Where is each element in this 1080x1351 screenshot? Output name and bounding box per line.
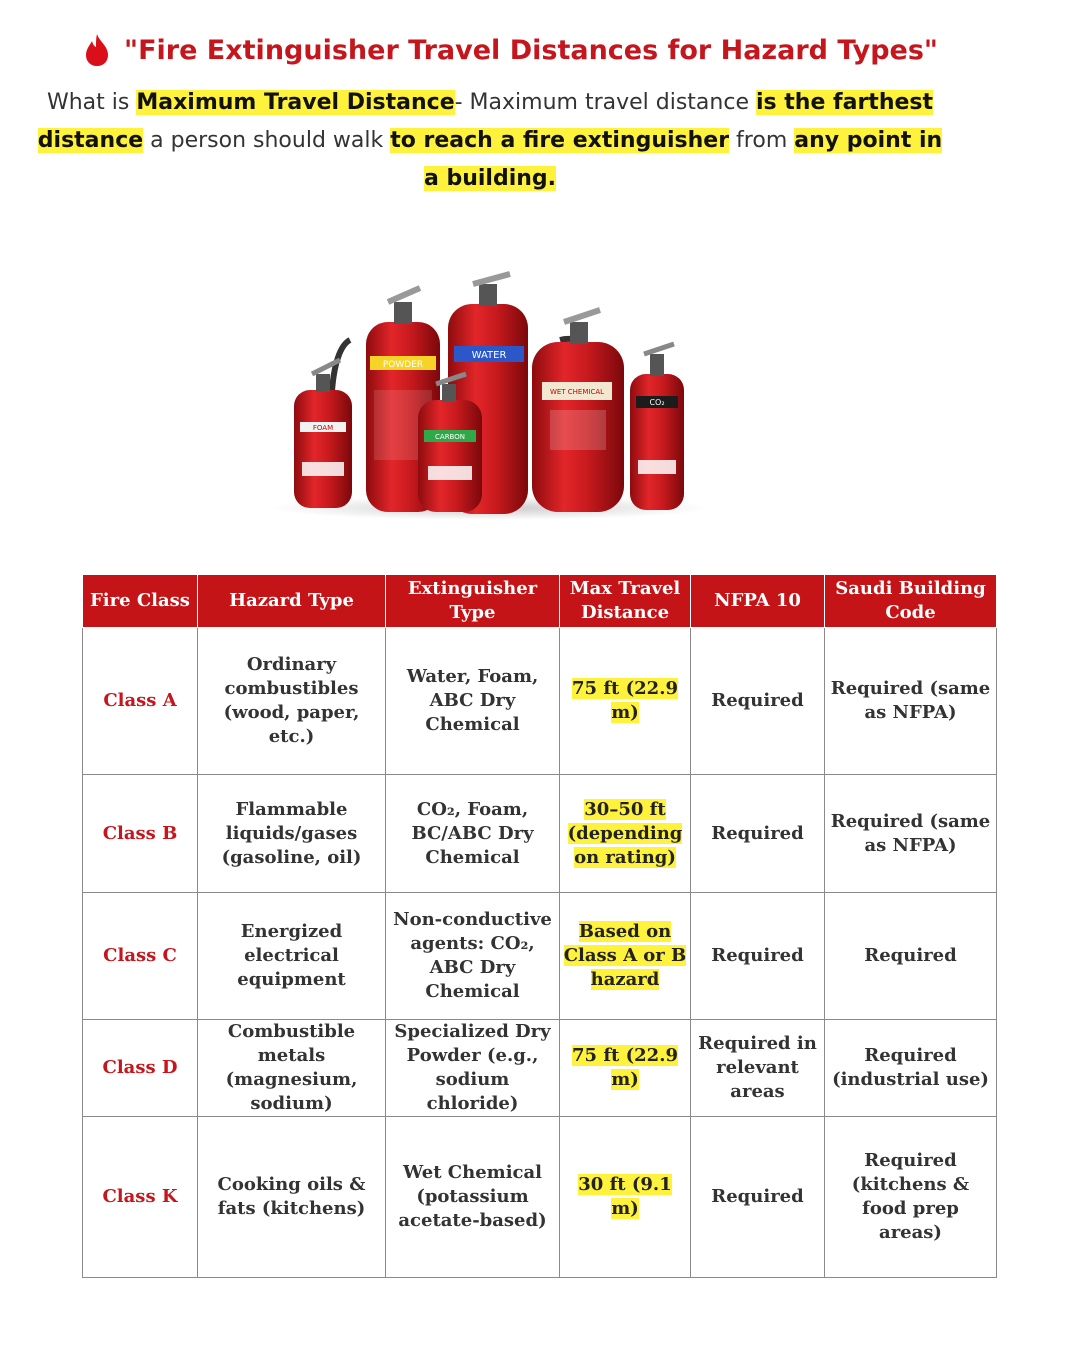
saudi-code-cell: Required (kitchens & food prep areas)	[825, 1117, 997, 1278]
nfpa-cell: Required in relevant areas	[691, 1020, 825, 1117]
extinguisher-type-cell: Water, Foam, ABC Dry Chemical	[386, 628, 560, 775]
table-row	[83, 775, 997, 893]
header-hazard-type: Hazard Type	[198, 575, 386, 628]
saudi-code-cell: Required (same as NFPA)	[825, 628, 997, 775]
fire-class-cell: Class C	[83, 893, 198, 1020]
saudi-code-cell: Required (same as NFPA)	[825, 775, 997, 893]
hazard-type-cell: Ordinary combustibles (wood, paper, etc.)	[198, 628, 386, 775]
intro-highlight: any point in a building.	[423, 128, 943, 191]
nfpa-cell: Required	[691, 893, 825, 1020]
intro-highlight: Maximum Travel Distance	[136, 90, 455, 115]
foam-label: FOAM	[312, 424, 334, 432]
table-row	[83, 1020, 997, 1117]
powder-label: POWDER	[382, 360, 424, 370]
header-saudi-building-code: Saudi Building Code	[825, 575, 997, 628]
intro-paragraph	[30, 84, 950, 198]
fire-icon	[84, 33, 110, 67]
wet-chemical-label: WET CHEMICAL	[549, 388, 605, 396]
hazard-type-cell: Flammable liquids/gases (gasoline, oil)	[198, 775, 386, 893]
extinguisher-type-cell: CO₂, Foam, BC/ABC Dry Chemical	[386, 775, 560, 893]
water-label: WATER	[471, 350, 507, 361]
header-fire-class: Fire Class	[83, 575, 198, 628]
fire-extinguishers-photo	[270, 270, 710, 520]
intro-text: from	[729, 128, 795, 153]
max-distance-value: 30–50 ft (depending on rating)	[567, 798, 683, 868]
header-extinguisher-type: Extinguisher Type	[386, 575, 560, 628]
max-distance-cell	[560, 628, 691, 775]
max-distance-value: 75 ft (22.9 m)	[572, 1045, 678, 1090]
page-title	[84, 26, 1044, 74]
max-distance-cell	[560, 893, 691, 1020]
header-max-travel-distance: Max Travel Distance	[560, 575, 691, 628]
max-distance-value: 30 ft (9.1 m)	[578, 1174, 672, 1219]
table-header-row	[83, 575, 997, 628]
extinguisher-type-cell: Wet Chemical (potassium acetate-based)	[386, 1117, 560, 1278]
fire-class-cell: Class B	[83, 775, 198, 893]
header-nfpa-10: NFPA 10	[691, 575, 825, 628]
table-row	[83, 628, 997, 775]
max-distance-value: 75 ft (22.9 m)	[572, 678, 678, 723]
carbon-label: CARBON	[435, 433, 465, 441]
intro-highlight: is the farthest distance	[37, 90, 934, 153]
title-text: "Fire Extinguisher Travel Distances for Hazard Types"	[124, 34, 938, 66]
intro-text: a person should walk	[143, 128, 391, 153]
max-distance-value: Based on Class A or B hazard	[563, 921, 687, 990]
hazard-type-cell: Cooking oils & fats (kitchens)	[198, 1117, 386, 1278]
saudi-code-cell: Required	[825, 893, 997, 1020]
max-distance-cell	[560, 1117, 691, 1278]
wet-chemical-extinguisher	[532, 310, 624, 512]
fire-class-cell: Class D	[83, 1020, 198, 1117]
table-row	[83, 1117, 997, 1278]
foam-extinguisher	[294, 360, 352, 508]
nfpa-cell: Required	[691, 775, 825, 893]
intro-text: What is	[46, 90, 137, 115]
extinguisher-type-cell: Non-conductive agents: CO₂, ABC Dry Chemical	[386, 893, 560, 1020]
max-distance-cell	[560, 775, 691, 893]
max-distance-cell	[560, 1020, 691, 1117]
nfpa-cell: Required	[691, 628, 825, 775]
saudi-code-cell: Required (industrial use)	[825, 1020, 997, 1117]
extinguisher-type-cell: Specialized Dry Powder (e.g., sodium chloride)	[386, 1020, 560, 1117]
nfpa-cell: Required	[691, 1117, 825, 1278]
hazard-table	[82, 574, 997, 1278]
fire-class-cell: Class K	[83, 1117, 198, 1278]
hazard-type-cell: Combustible metals (magnesium, sodium)	[198, 1020, 386, 1117]
hazard-type-cell: Energized electrical equipment	[198, 893, 386, 1020]
co2-extinguisher	[630, 344, 684, 510]
table-row	[83, 893, 997, 1020]
intro-highlight: to reach a fire extinguisher	[390, 128, 730, 153]
intro-text: - Maximum travel distance	[454, 90, 756, 115]
co2-label: CO₂	[649, 398, 665, 407]
fire-class-cell: Class A	[83, 628, 198, 775]
